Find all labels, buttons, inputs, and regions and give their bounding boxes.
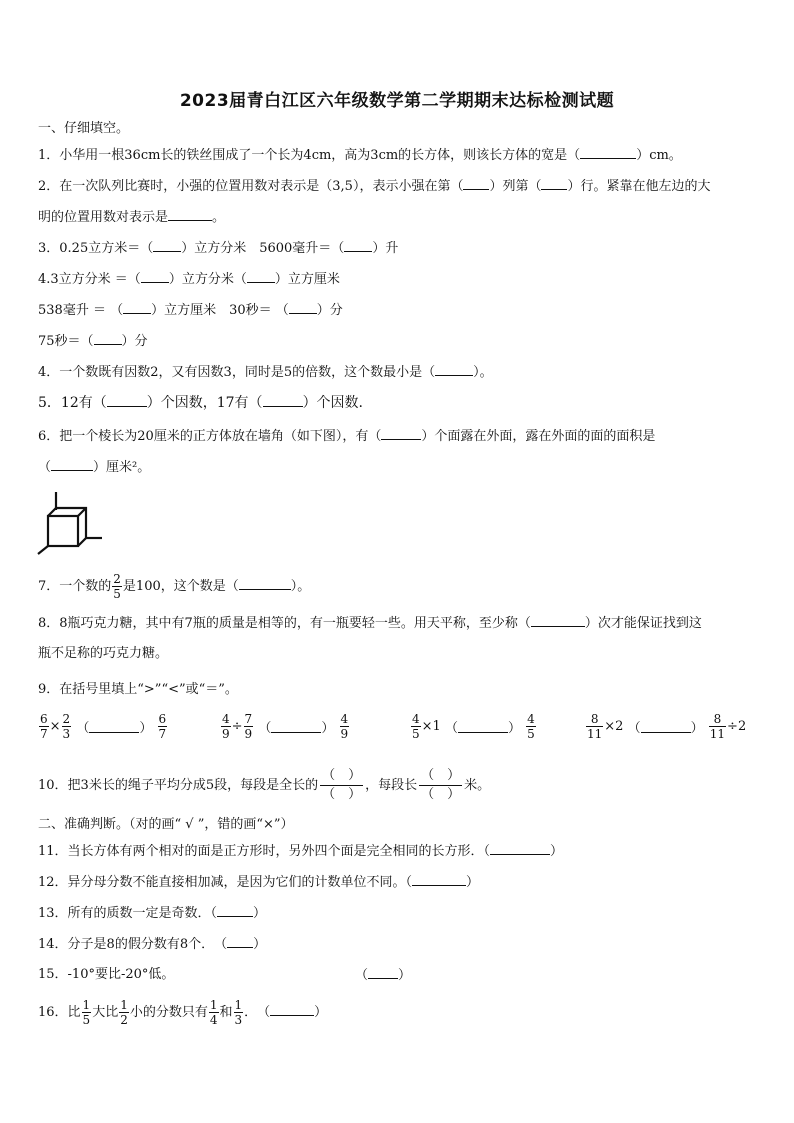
question-1: 1．小华用一根36cm长的铁丝围成了一个长为4cm，高为3cm的长方体，则该长方体的宽是（ ）cm。 bbox=[38, 148, 682, 163]
answer-blank[interactable] bbox=[641, 720, 691, 733]
answer-blank[interactable] bbox=[463, 177, 489, 190]
question-3-line4: 75秒＝（ ）分 bbox=[38, 334, 148, 349]
question-16: 16．比 $\frac{1}{5}$ 大比 $\frac{1}{2}$ 小的分数只有 $\frac{1}{4}$ 和 $\frac{1}{3}$ ． （ ） bbox=[38, 998, 328, 1027]
answer-blank[interactable] bbox=[270, 1003, 314, 1016]
question-10: 10．把3米长的绳子平均分成5段，每段是全长的 （ ） （ ） ，每段长 （ ） （ ） 米。 bbox=[38, 768, 491, 802]
question-6: 6．把一个棱长为20厘米的正方体放在墙角（如下图），有（ ）个面露在外面，露在外面的面的面积是 bbox=[38, 429, 656, 444]
question-2: 2．在一次队列比赛时，小强的位置用数对表示是（3,5），表示小强在第（ ）列第（ ）行。紧靠在他左边的大 bbox=[38, 179, 711, 194]
answer-blank[interactable] bbox=[271, 720, 321, 733]
question-15-answer: （ ） bbox=[355, 968, 412, 983]
answer-blank[interactable] bbox=[490, 842, 550, 855]
fraction: $\frac{2}{5}$ bbox=[113, 572, 121, 601]
answer-blank[interactable] bbox=[153, 239, 181, 252]
comparison-item-4: $\frac{8}{11}$ ×2 （ ） $\frac{8}{11}$ ÷2 bbox=[587, 712, 747, 741]
answer-blank[interactable] bbox=[263, 394, 303, 407]
answer-blank[interactable] bbox=[247, 270, 275, 283]
answer-blank[interactable] bbox=[435, 363, 473, 376]
blank-fraction[interactable]: （ ） （ ） bbox=[421, 768, 461, 802]
question-8-line2: 瓶不足称的巧克力糖。 bbox=[38, 646, 169, 661]
question-15: 15．-10°要比-20°低。 bbox=[38, 967, 175, 982]
answer-blank[interactable] bbox=[89, 720, 139, 733]
question-2-line2: 明的位置用数对表示是 。 bbox=[38, 210, 226, 225]
answer-blank[interactable] bbox=[107, 394, 147, 407]
comparison-item-3: $\frac{4}{5}$ ×1 （ ） $\frac{4}{5}$ bbox=[412, 712, 535, 741]
question-13: 13．所有的质数一定是奇数．（ ） bbox=[38, 906, 267, 921]
answer-blank[interactable] bbox=[51, 458, 93, 471]
answer-blank[interactable] bbox=[580, 146, 636, 159]
question-12: 12．异分母分数不能直接相加减，是因为它们的计数单位不同。（ ） bbox=[38, 875, 480, 890]
answer-blank[interactable] bbox=[541, 177, 567, 190]
question-5: 5．12有（ ）个因数，17有（ ）个因数. bbox=[38, 395, 364, 411]
comparison-item-2: $\frac{4}{9}$ ÷ $\frac{7}{9}$ （ ） $\frac{4}{9}$ bbox=[222, 712, 349, 741]
answer-blank[interactable] bbox=[458, 720, 508, 733]
answer-blank[interactable] bbox=[94, 332, 122, 345]
answer-blank[interactable] bbox=[227, 935, 253, 948]
answer-blank[interactable] bbox=[344, 239, 372, 252]
question-7: 7．一个数的 $\frac{2}{5}$ 是100，这个数是（ ）。 bbox=[38, 572, 311, 601]
answer-blank[interactable] bbox=[141, 270, 169, 283]
answer-blank[interactable] bbox=[368, 966, 398, 979]
answer-blank[interactable] bbox=[381, 427, 421, 440]
question-9: 9．在括号里填上“>”“<”或“＝”。 bbox=[38, 682, 238, 697]
question-6-line2: （ ）厘米²。 bbox=[38, 460, 151, 475]
question-3-line3: 538毫升 ＝ （ ）立方厘米 30秒＝ （ ）分 bbox=[38, 303, 343, 318]
answer-blank[interactable] bbox=[289, 301, 317, 314]
page-title: 2023届青白江区六年级数学第二学期期末达标检测试题 bbox=[179, 91, 615, 111]
question-8: 8．8瓶巧克力糖，其中有7瓶的质量是相等的，有一瓶要轻一些。用天平称，至少称（ ）次才能保证找到这 bbox=[38, 616, 702, 631]
answer-blank[interactable] bbox=[168, 208, 212, 221]
answer-blank[interactable] bbox=[217, 904, 253, 917]
answer-blank[interactable] bbox=[412, 873, 466, 886]
section-heading-2: 二、准确判断。（对的画“ √ ”，错的画“×”） bbox=[38, 817, 294, 832]
blank-fraction[interactable]: （ ） （ ） bbox=[322, 768, 362, 802]
answer-blank[interactable] bbox=[239, 577, 291, 590]
question-11: 11．当长方体有两个相对的面是正方形时，另外四个面是完全相同的长方形．（ ） bbox=[38, 844, 564, 859]
answer-blank[interactable] bbox=[123, 301, 151, 314]
comparison-item-1: $\frac{6}{7}$ × $\frac{2}{3}$ （ ） $\frac{6}{7}$ bbox=[40, 712, 167, 741]
answer-blank[interactable] bbox=[531, 614, 585, 627]
question-3-line2: 4.3立方分米 ＝（ ）立方分米（ ）立方厘米 bbox=[38, 272, 340, 287]
question-3: 3．0.25立方米＝（ ）立方分米 5600毫升＝（ ）升 bbox=[38, 241, 399, 256]
question-14: 14．分子是8的假分数有8个． （ ） bbox=[38, 937, 267, 952]
section-heading-1: 一、仔细填空。 bbox=[38, 121, 130, 136]
question-4: 4．一个数既有因数2，又有因数3，同时是5的倍数，这个数最小是（ ）。 bbox=[38, 365, 493, 380]
cube-in-corner-figure bbox=[36, 488, 106, 556]
